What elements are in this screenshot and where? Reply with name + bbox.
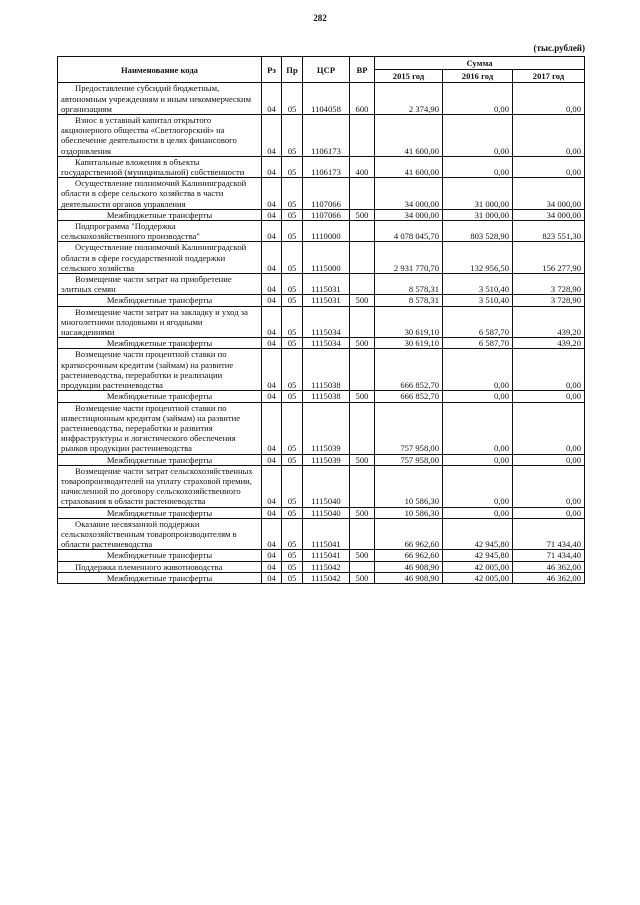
table-row <box>58 402 585 454</box>
row-2015: 2 931 770,70 <box>375 242 443 274</box>
row-vr: 500 <box>350 391 375 402</box>
row-name: Межбюджетные трансферты <box>58 550 262 561</box>
row-csr: 1115040 <box>303 465 350 507</box>
table-row <box>58 465 585 507</box>
row-rz: 04 <box>262 306 282 338</box>
row-2015: 66 962,60 <box>375 550 443 561</box>
header-sum: Сумма <box>375 57 585 70</box>
row-2015: 4 078 045,70 <box>375 221 443 242</box>
header-2015: 2015 год <box>375 70 443 83</box>
header-2017: 2017 год <box>513 70 585 83</box>
header-row <box>58 57 585 70</box>
row-2015: 34 000,00 <box>375 209 443 220</box>
header-vr: ВР <box>350 57 375 83</box>
row-rz: 04 <box>262 295 282 306</box>
row-2015: 10 586,30 <box>375 507 443 518</box>
row-pr: 05 <box>282 306 303 338</box>
row-2016: 132 956,50 <box>443 242 513 274</box>
row-2016: 0,00 <box>443 156 513 177</box>
row-2017: 3 728,90 <box>513 274 585 295</box>
row-csr: 1115034 <box>303 306 350 338</box>
row-name: Межбюджетные трансферты <box>58 295 262 306</box>
header-csr: ЦСР <box>303 57 350 83</box>
row-2017: 823 551,30 <box>513 221 585 242</box>
row-pr: 05 <box>282 349 303 391</box>
row-name: Межбюджетные трансферты <box>58 454 262 465</box>
row-vr <box>350 561 375 572</box>
row-name: Межбюджетные трансферты <box>58 209 262 220</box>
row-name: Межбюджетные трансферты <box>58 572 262 583</box>
row-2015: 757 958,00 <box>375 402 443 454</box>
row-2015: 666 852,70 <box>375 349 443 391</box>
row-2015: 34 000,00 <box>375 178 443 210</box>
row-2015: 10 586,30 <box>375 465 443 507</box>
row-rz: 04 <box>262 178 282 210</box>
row-name: Межбюджетные трансферты <box>58 507 262 518</box>
row-vr <box>350 465 375 507</box>
row-2016: 6 587,70 <box>443 306 513 338</box>
table-row <box>58 454 585 465</box>
row-pr: 05 <box>282 338 303 349</box>
row-rz: 04 <box>262 391 282 402</box>
row-pr: 05 <box>282 391 303 402</box>
units-label: (тыс.рублей) <box>533 43 585 53</box>
row-pr: 05 <box>282 115 303 157</box>
row-2017: 156 277,90 <box>513 242 585 274</box>
row-vr: 500 <box>350 295 375 306</box>
row-rz: 04 <box>262 209 282 220</box>
row-2017: 46 362,00 <box>513 572 585 583</box>
row-csr: 1115039 <box>303 454 350 465</box>
row-pr: 05 <box>282 518 303 550</box>
row-csr: 1107066 <box>303 209 350 220</box>
row-2015: 30 619,10 <box>375 306 443 338</box>
row-2015: 8 578,31 <box>375 274 443 295</box>
row-vr: 500 <box>350 550 375 561</box>
row-csr: 1115041 <box>303 518 350 550</box>
table-row <box>58 306 585 338</box>
row-vr <box>350 242 375 274</box>
row-2015: 757 958,00 <box>375 454 443 465</box>
row-2015: 30 619,10 <box>375 338 443 349</box>
row-2016: 0,00 <box>443 349 513 391</box>
row-vr: 600 <box>350 83 375 115</box>
row-pr: 05 <box>282 402 303 454</box>
row-name: Осуществление полномочий Калининградской области в сфере государственной поддержки сельского хозяйства <box>58 242 262 274</box>
row-pr: 05 <box>282 274 303 295</box>
row-2016: 3 510,40 <box>443 295 513 306</box>
row-2015: 66 962,60 <box>375 518 443 550</box>
row-vr: 500 <box>350 338 375 349</box>
row-vr <box>350 349 375 391</box>
row-2016: 42 005,00 <box>443 572 513 583</box>
row-2017: 439,20 <box>513 338 585 349</box>
row-csr: 1115034 <box>303 338 350 349</box>
row-2016: 0,00 <box>443 402 513 454</box>
row-vr <box>350 178 375 210</box>
row-2016: 803 528,90 <box>443 221 513 242</box>
row-pr: 05 <box>282 550 303 561</box>
row-rz: 04 <box>262 402 282 454</box>
row-rz: 04 <box>262 561 282 572</box>
row-pr: 05 <box>282 465 303 507</box>
row-name: Осуществление полномочий Калининградской области в сфере сельского хозяйства в части деятельности органов управления <box>58 178 262 210</box>
row-vr <box>350 221 375 242</box>
row-csr: 1107066 <box>303 178 350 210</box>
row-2015: 666 852,70 <box>375 391 443 402</box>
row-vr: 500 <box>350 454 375 465</box>
table-row <box>58 561 585 572</box>
row-2017: 0,00 <box>513 391 585 402</box>
row-rz: 04 <box>262 274 282 295</box>
row-pr: 05 <box>282 209 303 220</box>
row-csr: 1106173 <box>303 156 350 177</box>
row-name: Оказание несвязанной поддержки сельскохозяйственным товаропроизводителям в области растениеводства <box>58 518 262 550</box>
row-2017: 34 000,00 <box>513 178 585 210</box>
row-2017: 3 728,90 <box>513 295 585 306</box>
row-pr: 05 <box>282 156 303 177</box>
row-2016: 31 000,00 <box>443 209 513 220</box>
row-2017: 0,00 <box>513 507 585 518</box>
row-2015: 2 374,90 <box>375 83 443 115</box>
table-row <box>58 178 585 210</box>
row-2016: 0,00 <box>443 507 513 518</box>
row-vr <box>350 306 375 338</box>
page-number: 282 <box>313 13 327 23</box>
row-2015: 8 578,31 <box>375 295 443 306</box>
row-rz: 04 <box>262 507 282 518</box>
row-2017: 71 434,40 <box>513 518 585 550</box>
row-rz: 04 <box>262 465 282 507</box>
row-vr: 500 <box>350 572 375 583</box>
table-row <box>58 338 585 349</box>
budget-table <box>57 56 585 584</box>
row-pr: 05 <box>282 221 303 242</box>
row-vr: 500 <box>350 507 375 518</box>
row-csr: 1115031 <box>303 295 350 306</box>
row-pr: 05 <box>282 83 303 115</box>
table-header <box>58 57 585 83</box>
row-name: Предоставление субсидий бюджетным, автономным учреждениям и иным некоммерческим организациям <box>58 83 262 115</box>
row-name: Возмещение части процентной ставки по инвестиционным кредитам (займам) на развитие растениеводства, переработки и развития инфраструктуры и логистического обеспечения рынков продукции растениеводства <box>58 402 262 454</box>
row-2017: 46 362,00 <box>513 561 585 572</box>
row-2017: 71 434,40 <box>513 550 585 561</box>
row-csr: 1115039 <box>303 402 350 454</box>
row-csr: 1115042 <box>303 561 350 572</box>
header-name: Наименование кода <box>58 57 262 83</box>
table-row <box>58 83 585 115</box>
row-2017: 0,00 <box>513 465 585 507</box>
table-row <box>58 349 585 391</box>
table-row <box>58 209 585 220</box>
row-vr: 400 <box>350 156 375 177</box>
row-pr: 05 <box>282 454 303 465</box>
table-row <box>58 156 585 177</box>
row-rz: 04 <box>262 221 282 242</box>
row-2015: 46 908,90 <box>375 561 443 572</box>
row-2017: 0,00 <box>513 454 585 465</box>
row-pr: 05 <box>282 507 303 518</box>
table-body <box>58 83 585 584</box>
row-csr: 1115040 <box>303 507 350 518</box>
table-row <box>58 221 585 242</box>
row-name: Поддержка племенного животноводства <box>58 561 262 572</box>
row-2016: 0,00 <box>443 454 513 465</box>
table-row <box>58 550 585 561</box>
row-csr: 1115031 <box>303 274 350 295</box>
row-2016: 0,00 <box>443 391 513 402</box>
row-name: Возмещение части затрат на закладку и уход за многолетними плодовыми и ягодными насаждениями <box>58 306 262 338</box>
row-rz: 04 <box>262 83 282 115</box>
row-csr: 1115038 <box>303 391 350 402</box>
row-csr: 1106173 <box>303 115 350 157</box>
table-row <box>58 274 585 295</box>
row-2016: 0,00 <box>443 115 513 157</box>
row-2017: 0,00 <box>513 83 585 115</box>
row-csr: 1115042 <box>303 572 350 583</box>
row-pr: 05 <box>282 242 303 274</box>
row-2016: 0,00 <box>443 465 513 507</box>
header-2016: 2016 год <box>443 70 513 83</box>
row-csr: 1115038 <box>303 349 350 391</box>
row-vr <box>350 274 375 295</box>
row-name: Межбюджетные трансферты <box>58 338 262 349</box>
row-2016: 42 005,00 <box>443 561 513 572</box>
header-rz: Рз <box>262 57 282 83</box>
row-rz: 04 <box>262 242 282 274</box>
row-vr <box>350 402 375 454</box>
row-pr: 05 <box>282 561 303 572</box>
table-row <box>58 115 585 157</box>
row-2016: 6 587,70 <box>443 338 513 349</box>
table-row <box>58 391 585 402</box>
row-name: Возмещение части процентной ставки по краткосрочным кредитам (займам) на развитие растениеводства, переработки и реализации продукции растениеводства <box>58 349 262 391</box>
row-rz: 04 <box>262 349 282 391</box>
row-rz: 04 <box>262 454 282 465</box>
row-name: Капитальные вложения в объекты государственной (муниципальной) собственности <box>58 156 262 177</box>
row-csr: 1104058 <box>303 83 350 115</box>
row-rz: 04 <box>262 550 282 561</box>
row-2017: 0,00 <box>513 156 585 177</box>
row-2016: 0,00 <box>443 83 513 115</box>
row-pr: 05 <box>282 295 303 306</box>
row-pr: 05 <box>282 572 303 583</box>
row-2017: 34 000,00 <box>513 209 585 220</box>
row-rz: 04 <box>262 338 282 349</box>
row-2016: 3 510,40 <box>443 274 513 295</box>
row-2015: 41 600,00 <box>375 156 443 177</box>
row-2017: 0,00 <box>513 349 585 391</box>
table-row <box>58 242 585 274</box>
row-rz: 04 <box>262 156 282 177</box>
row-name: Подпрограмма "Поддержка сельскохозяйственного производства" <box>58 221 262 242</box>
row-2016: 31 000,00 <box>443 178 513 210</box>
header-pr: Пр <box>282 57 303 83</box>
row-csr: 1115041 <box>303 550 350 561</box>
table-row <box>58 572 585 583</box>
row-rz: 04 <box>262 115 282 157</box>
row-2017: 0,00 <box>513 115 585 157</box>
table-row <box>58 295 585 306</box>
row-rz: 04 <box>262 518 282 550</box>
row-vr <box>350 518 375 550</box>
table-row <box>58 507 585 518</box>
row-2016: 42 945,80 <box>443 550 513 561</box>
row-name: Взнос в уставный капитал открытого акционерного общества «Светлогорский» на обеспечение деятельности в целях финансового оздоровления <box>58 115 262 157</box>
row-name: Возмещение части затрат на приобретение элитных семян <box>58 274 262 295</box>
row-pr: 05 <box>282 178 303 210</box>
row-2017: 0,00 <box>513 402 585 454</box>
row-2016: 42 945,80 <box>443 518 513 550</box>
row-vr: 500 <box>350 209 375 220</box>
row-csr: 1110000 <box>303 221 350 242</box>
row-2017: 439,20 <box>513 306 585 338</box>
row-name: Межбюджетные трансферты <box>58 391 262 402</box>
table-row <box>58 518 585 550</box>
row-2015: 41 600,00 <box>375 115 443 157</box>
row-name: Возмещение части затрат сельскохозяйственных товаропроизводителей на уплату страховой премии, начисленной по договору сельскохозяйственного страхования в области растениеводства <box>58 465 262 507</box>
row-vr <box>350 115 375 157</box>
row-2015: 46 908,90 <box>375 572 443 583</box>
row-rz: 04 <box>262 572 282 583</box>
row-csr: 1115000 <box>303 242 350 274</box>
